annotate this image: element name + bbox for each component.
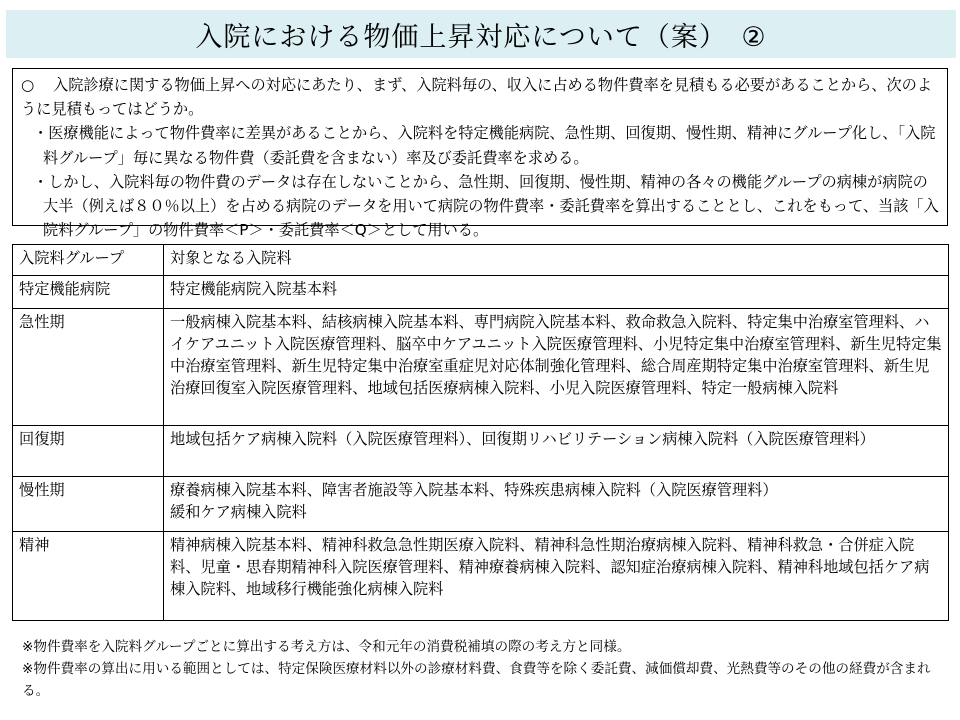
table-row <box>13 532 949 621</box>
items-line: 緩和ケア病棟入院料 <box>170 503 307 521</box>
items-cell: 精神病棟入院基本料、精神科救急急性期医療入院料、精神科急性期治療病棟入院料、精神科救急・合併症入院料、児童・思春期精神科入院医療管理料、精神療養病棟入院料、認知症治療病棟入院料、精神科地域包括ケア病棟入院料、地域移行機能強化病棟入院料 <box>164 532 949 621</box>
table-header-cell: 対象となる入院料 <box>164 245 949 276</box>
table-header-cell: 入院料グループ <box>13 245 164 276</box>
intro-main <box>21 73 939 121</box>
intro-bullet: ・医療機能によって物件費率に差異があることから、入院料を特定機能病院、急性期、回復期、慢性期、精神にグループ化し、「入院料グループ」毎に異なる物件費（委託費を含まない）率及び委託費率を求める。 <box>33 124 936 167</box>
group-cell: 慢性期 <box>13 477 164 532</box>
footnote: ※物件費率の算出に用いる範囲としては、特定保険医療材料以外の診療材料費、食費等を除く委託費、減価償却費、光熱費等のその他の経費が含まれる。 <box>22 661 931 699</box>
intro-box <box>12 68 948 240</box>
table-row <box>13 477 949 532</box>
intro-bullet: ・しかし、入院料毎の物件費のデータは存在しないことから、急性期、回復期、慢性期、精神の各々の機能グループの病棟が病院の大半（例えば８０％以上）を占める病院のデータを用いて病院の物件費率・委託費率を算出することとし、これをもって、当該「入院料グループ」の物件費率＜P＞・委託費率＜Q＞として用いる。 <box>33 172 939 240</box>
group-table <box>12 244 949 621</box>
table-row <box>13 309 949 426</box>
circle-marker: ○ <box>21 76 35 94</box>
page-title: 入院における物価上昇対応について（案） ② <box>195 21 767 53</box>
table-header-row <box>13 245 949 276</box>
items-cell <box>164 477 949 532</box>
footnote: ※物件費率を入院料グループごとに算出する考え方は、令和元年の消費税補填の際の考え方と同様。 <box>22 639 631 655</box>
page-title-bar <box>6 10 956 58</box>
group-cell: 精神 <box>13 532 164 621</box>
footnotes <box>22 636 942 702</box>
group-cell: 急性期 <box>13 309 164 426</box>
items-line: 療養病棟入院基本料、障害者施設等入院基本料、特殊疾患病棟入院料（入院医療管理料） <box>170 481 778 499</box>
items-cell: 地域包括ケア病棟入院料（入院医療管理料）、回復期リハビリテーション病棟入院料（入院医療管理料） <box>164 426 949 477</box>
items-cell: 特定機能病院入院基本料 <box>164 276 949 309</box>
group-cell: 回復期 <box>13 426 164 477</box>
group-cell: 特定機能病院 <box>13 276 164 309</box>
table-row <box>13 426 949 477</box>
intro-main-text: 入院診療に関する物価上昇への対応にあたり、まず、入院料毎の、収入に占める物件費率を見積もる必要があることから、次のように見積もってはどうか。 <box>21 76 933 119</box>
items-cell: 一般病棟入院基本料、結核病棟入院基本料、専門病院入院基本料、救命救急入院料、特定集中治療室管理料、ハイケアユニット入院医療管理料、脳卒中ケアユニット入院医療管理料、小児特定集中治療室管理料、新生児特定集中治療室管理料、新生児特定集中治療室重症児対応体制強化管理料、総合周産期特定集中治療室管理料、新生児治療回復室入院医療管理料、地域包括医療病棟入院料、小児入院医療管理料、特定一般病棟入院料 <box>164 309 949 426</box>
table-row <box>13 276 949 309</box>
